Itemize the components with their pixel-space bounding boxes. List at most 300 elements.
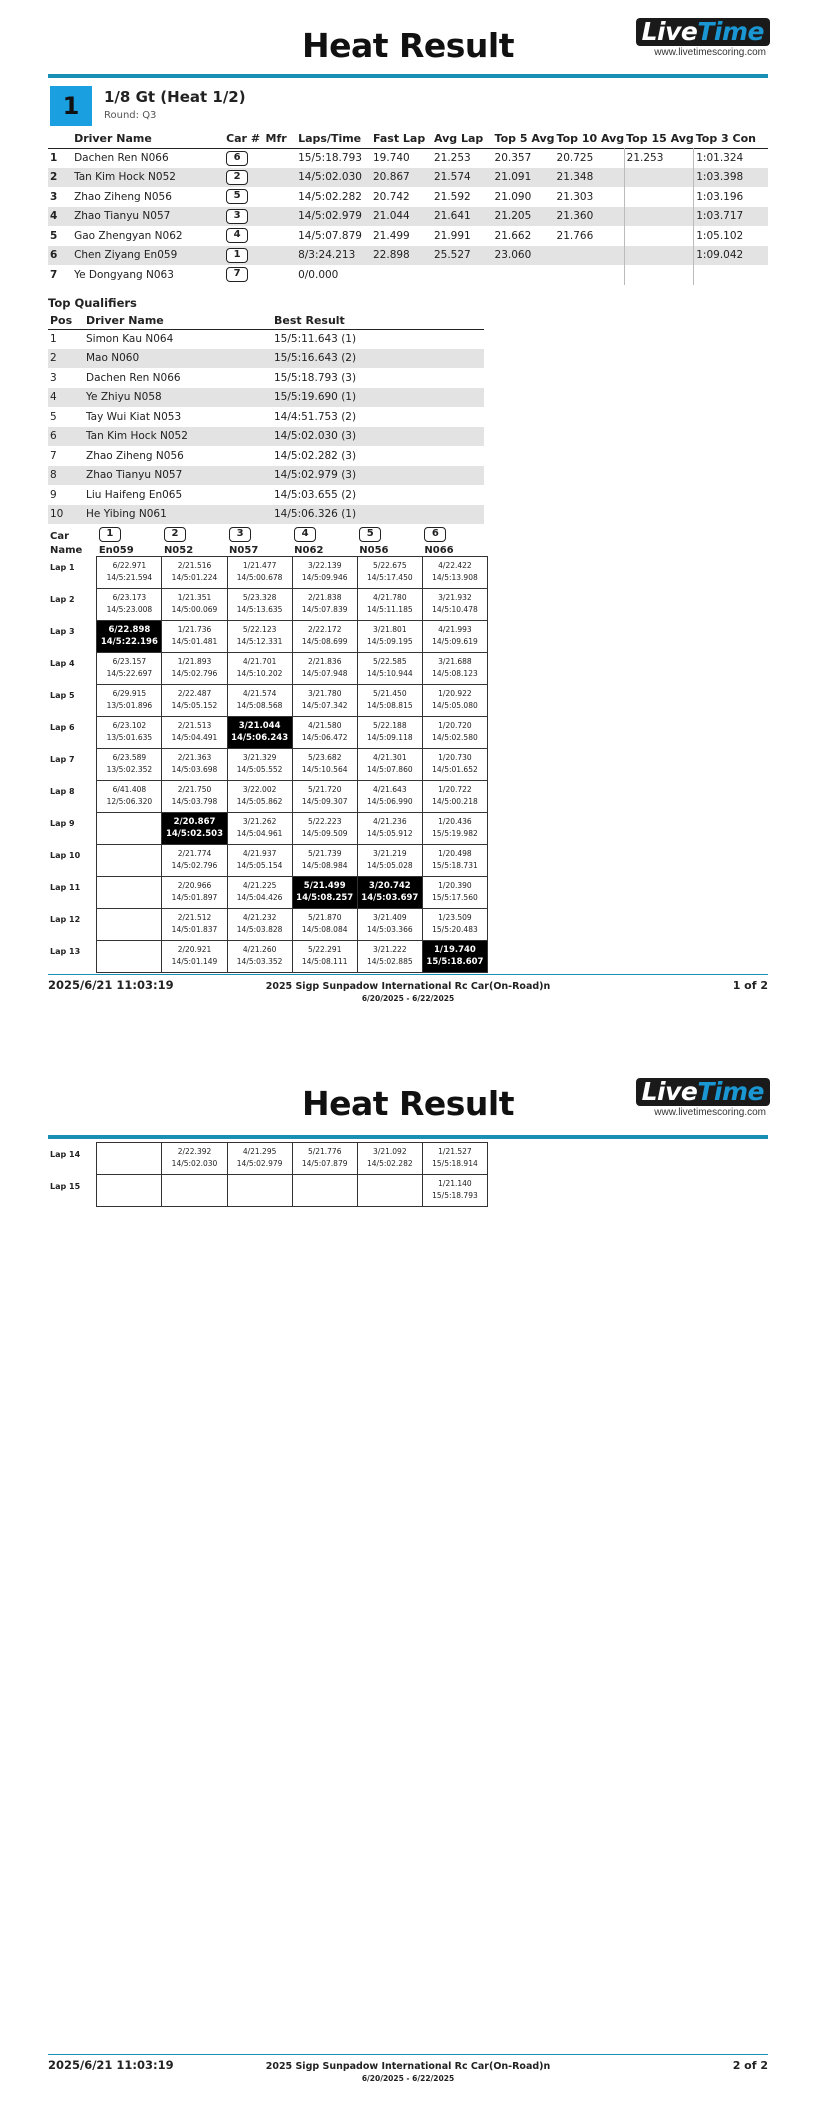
results-cell-mfr: [264, 226, 297, 246]
lap-total-time: 14/5:10.202: [236, 668, 283, 678]
lap-position-time: 5/21.870: [307, 912, 342, 922]
lap-chart-page-1: [48, 527, 488, 973]
results-cell-driver: Zhao Ziheng N056: [74, 190, 172, 203]
lap-total-time: 13/5:02.352: [106, 764, 153, 774]
lap-cell: [97, 812, 162, 844]
car-number-badge: 3: [226, 209, 248, 224]
lap-cell: [227, 684, 292, 716]
car-number-badge: 6: [226, 151, 248, 166]
lap-total-time: 14/5:12.331: [236, 636, 283, 646]
results-cell-driver: Zhao Tianyu N057: [72, 207, 224, 227]
lap-row: [48, 844, 488, 876]
results-cell-fast: 20.742: [373, 190, 410, 203]
lap-total-time: 14/5:02.885: [367, 956, 413, 966]
lap-cell: [162, 940, 227, 972]
results-cell-t15: [624, 226, 694, 246]
lap-label: Lap 2: [50, 595, 75, 604]
lap-cell-fastest: [162, 812, 227, 844]
results-cell-car: [224, 265, 263, 285]
lap-position-time: 5/21.450: [373, 688, 407, 698]
lap-cell: [422, 716, 487, 748]
report-page-2: [0, 1056, 816, 2112]
lap-total-time: 15/5:18.731: [432, 860, 478, 870]
qualifier-cell-driver: Tay Wui Kiat N053: [86, 410, 182, 423]
results-cell-fast: [371, 265, 432, 285]
qualifier-cell-pos: 5: [50, 410, 57, 423]
header-divider: [48, 1135, 768, 1139]
lap-position-time: 2/22.392: [177, 1147, 212, 1156]
results-cell-fast: 19.740: [373, 152, 410, 164]
lap-chart-car-number: 5: [359, 527, 381, 542]
lap-cell: [422, 812, 487, 844]
logo-url: www.livetimescoring.com: [654, 47, 766, 58]
lap-total-time: 14/5:01.897: [171, 892, 218, 902]
results-cell-t15: [624, 246, 694, 266]
lap-total-time: 14/5:08.123: [432, 668, 478, 678]
footer-page-number: 1 of 2: [732, 979, 768, 992]
lap-label: Lap 4: [50, 659, 75, 668]
lap-position-time: 1/21.140: [438, 1179, 472, 1188]
results-cell-avg: 21.641: [432, 207, 493, 227]
lap-total-time: 14/5:02.030: [171, 1159, 218, 1168]
lap-position-time: 4/21.937: [242, 848, 277, 858]
lap-cell: [292, 844, 357, 876]
lap-total-time: 14/5:02.503: [165, 828, 224, 839]
lap-chart-car-name: N052: [163, 544, 194, 556]
results-row: [48, 226, 768, 246]
footer-divider: [48, 974, 768, 975]
lap-cell: [97, 716, 162, 748]
lap-position-time: 6/23.157: [112, 656, 147, 666]
results-cell-t15: 21.253: [624, 148, 694, 168]
lap-total-time: 14/5:09.509: [301, 828, 348, 838]
lap-label: Lap 1: [50, 563, 75, 572]
results-cell-pos: 3: [50, 190, 58, 203]
results-cell-t10: [555, 265, 625, 285]
page-title: Heat Result: [301, 26, 515, 65]
lap-cell: [357, 1143, 422, 1175]
lap-position-time: 3/21.932: [438, 592, 472, 602]
lap-position-time: 6/23.589: [112, 752, 147, 762]
results-cell-driver: Chen Ziyang En059: [72, 246, 224, 266]
lap-position-time: 5/22.223: [307, 816, 342, 826]
footer-date-range: 6/20/2025 - 6/22/2025: [361, 994, 455, 1003]
header-divider: [48, 74, 768, 78]
results-cell-t5: 21.662: [494, 229, 532, 242]
lap-cell: [422, 876, 487, 908]
lap-cell: [292, 812, 357, 844]
results-cell-driver: Dachen Ren N066: [74, 152, 169, 164]
lap-position-time: 2/22.172: [307, 624, 342, 634]
lap-position-time: 1/20.922: [438, 688, 472, 698]
lap-chart-name-label: Name: [50, 545, 83, 556]
heat-name: 1/8 Gt (Heat 1/2): [104, 88, 246, 106]
car-number-badge: 5: [226, 189, 248, 204]
qualifier-cell-driver: Simon Kau N064: [86, 333, 174, 345]
lap-cell: [292, 620, 357, 652]
lap-total-time: 14/5:01.652: [432, 764, 478, 774]
results-cell-t10: 20.725: [556, 152, 594, 164]
lap-position-time: 3/21.688: [438, 656, 472, 666]
lap-label: Lap 5: [50, 691, 75, 700]
lap-cell: [97, 876, 162, 908]
qualifier-cell-best: 14/4:51.753 (2): [274, 410, 357, 423]
lap-total-time: 14/5:01.224: [171, 572, 218, 582]
lap-cell: [162, 748, 227, 780]
lap-total-time: 15/5:20.483: [432, 924, 478, 934]
lap-label: Lap 9: [50, 819, 75, 828]
results-cell-t3c: 1:01.324: [694, 148, 768, 168]
results-cell-laps: 8/3:24.213: [296, 246, 371, 266]
results-cell-t15: [624, 207, 694, 227]
qualifier-cell-best: 14/5:02.030 (3): [272, 427, 484, 447]
lap-cell: [357, 748, 422, 780]
results-cell-t3c: 1:03.717: [694, 207, 768, 227]
lap-chart-car-name: N056: [359, 544, 389, 556]
results-cell-mfr: [264, 207, 297, 227]
lap-position-time: 4/21.780: [373, 592, 407, 602]
lap-row: [48, 556, 488, 588]
lap-position-time: 2/21.750: [177, 784, 212, 794]
lap-cell: [357, 780, 422, 812]
lap-total-time: 14/5:08.111: [301, 956, 348, 966]
results-cell-t15: [624, 187, 694, 207]
results-cell-t15: [624, 168, 694, 188]
livetime-logo: [628, 18, 770, 58]
lap-cell: [162, 780, 227, 812]
lap-cell: [292, 588, 357, 620]
results-row: [48, 207, 768, 227]
lap-total-time: 14/5:04.961: [236, 828, 283, 838]
qualifier-row: [48, 427, 484, 447]
lap-total-time: 14/5:09.195: [367, 636, 413, 646]
lap-cell: [97, 748, 162, 780]
qualifier-row: [48, 349, 484, 369]
lap-total-time: 14/5:00.678: [236, 572, 283, 582]
lap-cell: [292, 940, 357, 972]
lap-cell: [227, 844, 292, 876]
results-cell-t3c: 1:03.398: [694, 168, 768, 188]
footer-date-range: 6/20/2025 - 6/22/2025: [361, 2074, 455, 2083]
lap-cell: [422, 780, 487, 812]
qualifier-row: [48, 446, 484, 466]
qualifier-row: [48, 505, 484, 525]
lap-total-time: 14/5:11.185: [367, 604, 413, 614]
results-cell-t3c: 1:05.102: [694, 226, 768, 246]
lap-chart-car-name: N057: [229, 544, 259, 556]
lap-position-time: 1/20.498: [438, 848, 472, 858]
lap-position-time: 5/23.328: [242, 592, 277, 602]
lap-position-time: 3/22.139: [307, 560, 342, 570]
lap-total-time: 14/5:07.839: [301, 604, 348, 614]
lap-position-time: 1/23.509: [438, 912, 472, 922]
lap-cell: [357, 716, 422, 748]
lap-cell: [292, 748, 357, 780]
lap-total-time: 14/5:02.979: [236, 1159, 283, 1168]
results-cell-laps: 14/5:07.879: [298, 229, 362, 242]
lap-cell: [227, 620, 292, 652]
qualifier-cell-pos: 7: [50, 449, 57, 462]
lap-total-time: 14/5:04.426: [236, 892, 283, 902]
lap-position-time: 3/21.329: [242, 752, 277, 762]
livetime-logo: [628, 1078, 770, 1118]
lap-total-time: 14/5:07.948: [301, 668, 348, 678]
lap-position-time: 2/21.513: [177, 720, 212, 730]
logo-url: www.livetimescoring.com: [654, 1107, 766, 1118]
lap-total-time: 12/5:06.320: [106, 796, 153, 806]
results-cell-laps: 15/5:18.793: [298, 152, 362, 164]
results-cell-t10: [555, 246, 625, 266]
lap-total-time: 14/5:17.450: [367, 572, 413, 582]
lap-cell: [162, 620, 227, 652]
results-cell-t10: 21.766: [556, 229, 594, 242]
lap-total-time: 14/5:03.366: [367, 924, 413, 934]
results-header-row: [48, 131, 768, 148]
lap-position-time: 1/21.527: [438, 1147, 472, 1156]
lap-label: Lap 11: [50, 883, 81, 892]
lap-position-time: 1/20.436: [438, 816, 472, 826]
qualifier-row: [48, 388, 484, 408]
qualifier-cell-pos: 9: [50, 488, 57, 501]
col-car: Car #: [226, 132, 261, 146]
lap-label: Lap 6: [50, 723, 75, 732]
lap-cell: [292, 684, 357, 716]
lap-cell: [227, 556, 292, 588]
lap-cell: [162, 908, 227, 940]
qualifier-cell-pos: 4: [48, 388, 84, 408]
lap-row: [48, 940, 488, 972]
lap-cell: [227, 876, 292, 908]
lap-total-time: 14/5:22.196: [100, 636, 158, 647]
top-qualifiers-table: [48, 313, 484, 524]
lap-total-time: 15/5:17.560: [432, 892, 478, 902]
lap-total-time: 14/5:07.342: [301, 700, 348, 710]
lap-cell-fastest: [422, 940, 487, 972]
lap-cell: [97, 940, 162, 972]
results-cell-avg: 25.527: [432, 246, 493, 266]
lap-row: [48, 812, 488, 844]
lap-total-time: 15/5:18.607: [426, 956, 484, 967]
lap-cell: [357, 620, 422, 652]
lap-cell: [162, 1143, 227, 1175]
results-row: [48, 148, 768, 168]
results-cell-t10: 21.360: [555, 207, 625, 227]
lap-cell: [422, 1175, 487, 1207]
lap-position-time: 2/20.966: [177, 880, 212, 890]
round-label: Round: Q3: [104, 110, 157, 121]
lap-row: [48, 652, 488, 684]
lap-cell: [422, 908, 487, 940]
footer-date: 2025/6/21 11:03:19: [48, 978, 174, 992]
lap-total-time: 14/5:03.698: [171, 764, 218, 774]
qualifier-cell-best: 15/5:11.643 (1): [274, 333, 357, 345]
lap-position-time: 4/21.236: [373, 816, 407, 826]
results-cell-t3c: [694, 265, 768, 285]
lap-total-time: 14/5:03.798: [171, 796, 218, 806]
lap-position-time: 5/22.585: [373, 656, 407, 666]
results-cell-pos: 7: [50, 268, 58, 281]
footer-event: 2025 Sigp Sunpadow International Rc Car(On-Road)n: [265, 981, 551, 992]
lap-label: Lap 12: [50, 915, 81, 924]
lap-total-time: 14/5:05.912: [367, 828, 413, 838]
qualifier-cell-best: 14/5:02.282 (3): [274, 449, 357, 462]
top-qualifiers-header-row: [48, 313, 484, 329]
lap-total-time: 14/5:05.080: [432, 700, 478, 710]
lap-position-time: 3/21.092: [373, 1147, 407, 1156]
lap-cell: [227, 780, 292, 812]
lap-row: [48, 780, 488, 812]
lap-chart-car-number: 6: [424, 527, 446, 542]
lap-cell: [162, 556, 227, 588]
results-cell-laps: 14/5:02.282: [298, 190, 362, 203]
lap-cell: [357, 908, 422, 940]
lap-total-time: 14/5:08.815: [367, 700, 413, 710]
lap-position-time: 3/21.219: [373, 848, 407, 858]
lap-total-time: 14/5:06.990: [367, 796, 413, 806]
lap-position-time: 4/21.701: [242, 656, 277, 666]
lap-total-time: 14/5:02.580: [432, 732, 478, 742]
lap-cell: [422, 556, 487, 588]
lap-position-time: 3/21.262: [242, 816, 277, 826]
results-cell-t10: 21.348: [555, 168, 625, 188]
col-driver-name: Driver Name: [86, 314, 164, 328]
lap-position-time: 5/21.739: [307, 848, 342, 858]
lap-total-time: 13/5:01.896: [106, 700, 153, 710]
lap-position-time: 3/21.222: [373, 944, 407, 954]
lap-cell: [162, 652, 227, 684]
lap-row: [48, 716, 488, 748]
lap-cell: [357, 684, 422, 716]
lap-position-time: 1/20.720: [438, 720, 472, 730]
lap-cell: [292, 1143, 357, 1175]
lap-cell: [292, 652, 357, 684]
qualifier-cell-driver: Zhao Ziheng N056: [86, 449, 184, 462]
results-cell-mfr: [264, 187, 297, 207]
qualifier-row: [48, 466, 484, 486]
lap-row: [48, 588, 488, 620]
lap-position-time: 5/23.682: [307, 752, 342, 762]
results-cell-mfr: [264, 265, 297, 285]
results-cell-mfr: [264, 168, 297, 188]
lap-cell: [422, 748, 487, 780]
lap-position-time: 5/21.720: [307, 784, 342, 794]
lap-cell: [422, 684, 487, 716]
lap-total-time: 14/5:09.307: [301, 796, 348, 806]
qualifier-cell-driver: Liu Haifeng En065: [86, 488, 183, 501]
results-row: [48, 265, 768, 285]
lap-cell: [422, 652, 487, 684]
lap-position-time: 1/21.351: [177, 592, 212, 602]
lap-cell: [227, 1143, 292, 1175]
lap-position-time: 4/21.225: [242, 880, 277, 890]
lap-chart-car-name: En059: [98, 544, 134, 556]
lap-cell: [357, 652, 422, 684]
footer-date: 2025/6/21 11:03:19: [48, 2058, 174, 2072]
lap-label: Lap 3: [50, 627, 75, 636]
qualifier-cell-best: 14/5:06.326 (1): [272, 505, 484, 525]
heat-number-badge: 1: [50, 86, 92, 126]
lap-position-time: 3/21.409: [373, 912, 407, 922]
lap-row: [48, 1175, 488, 1207]
lap-total-time: 14/5:05.154: [236, 860, 283, 870]
col-avg-lap: Avg Lap: [433, 132, 484, 146]
results-cell-t5: 23.060: [493, 246, 555, 266]
results-cell-t5: 21.090: [494, 190, 532, 203]
lap-position-time: 2/21.363: [177, 752, 212, 762]
lap-position-time: 2/20.867: [173, 816, 216, 827]
col-driver-name: Driver Name: [74, 132, 152, 146]
results-cell-t5: 20.357: [494, 152, 532, 164]
lap-total-time: 14/5:06.472: [301, 732, 348, 742]
lap-cell: [292, 1175, 357, 1207]
results-cell-fast: 21.499: [373, 229, 410, 242]
qualifier-cell-best: 14/5:03.655 (2): [274, 488, 357, 501]
lap-cell: [97, 1175, 162, 1207]
lap-cell: [357, 588, 422, 620]
lap-cell: [162, 844, 227, 876]
lap-cell: [227, 1175, 292, 1207]
col-laps-time: Laps/Time: [298, 132, 362, 146]
lap-total-time: 14/5:10.944: [367, 668, 413, 678]
lap-cell: [292, 908, 357, 940]
results-row: [48, 246, 768, 266]
qualifier-row: [48, 329, 484, 349]
lap-total-time: 14/5:05.552: [236, 764, 283, 774]
results-cell-t3c: 1:03.196: [694, 187, 768, 207]
lap-cell: [227, 940, 292, 972]
results-cell-avg: 21.592: [433, 190, 471, 203]
lap-total-time: 14/5:00.218: [432, 796, 478, 806]
lap-total-time: 14/5:05.152: [171, 700, 218, 710]
lap-total-time: 15/5:19.982: [432, 828, 478, 838]
qualifier-cell-driver: Mao N060: [84, 349, 272, 369]
lap-position-time: 1/20.730: [438, 752, 472, 762]
qualifier-row: [48, 485, 484, 505]
lap-position-time: 2/21.774: [177, 848, 212, 858]
lap-cell: [162, 588, 227, 620]
lap-cell: [357, 812, 422, 844]
lap-position-time: 4/22.422: [438, 560, 472, 570]
col-top15-avg: Top 15 Avg: [626, 132, 694, 146]
lap-total-time: 14/5:02.796: [171, 668, 218, 678]
lap-chart-car-number: 4: [294, 527, 316, 542]
lap-total-time: 14/5:00.069: [171, 604, 218, 614]
lap-total-time: 15/5:18.914: [432, 1159, 478, 1168]
results-cell-car: [224, 168, 263, 188]
lap-total-time: 14/5:08.084: [301, 924, 348, 934]
results-cell-fast: 20.867: [371, 168, 432, 188]
lap-position-time: 1/19.740: [434, 944, 476, 955]
lap-cell: [227, 908, 292, 940]
qualifier-cell-driver: Dachen Ren N066: [86, 371, 181, 384]
lap-row: [48, 748, 488, 780]
results-cell-fast: 21.044: [371, 207, 432, 227]
lap-label: Lap 7: [50, 755, 75, 764]
logo-wordmark: LiveTime: [636, 18, 770, 46]
lap-row: [48, 684, 488, 716]
results-table: [48, 131, 768, 285]
qualifier-cell-driver: Ye Zhiyu N058: [84, 388, 272, 408]
lap-total-time: 14/5:01.837: [171, 924, 218, 934]
lap-total-time: 14/5:05.028: [367, 860, 413, 870]
lap-total-time: 14/5:13.908: [432, 572, 478, 582]
results-cell-car: [224, 187, 263, 207]
lap-cell: [357, 844, 422, 876]
lap-total-time: 14/5:01.481: [171, 636, 218, 646]
lap-cell-fastest: [97, 620, 162, 652]
qualifier-cell-pos: 10: [48, 505, 84, 525]
lap-total-time: 14/5:23.008: [106, 604, 153, 614]
